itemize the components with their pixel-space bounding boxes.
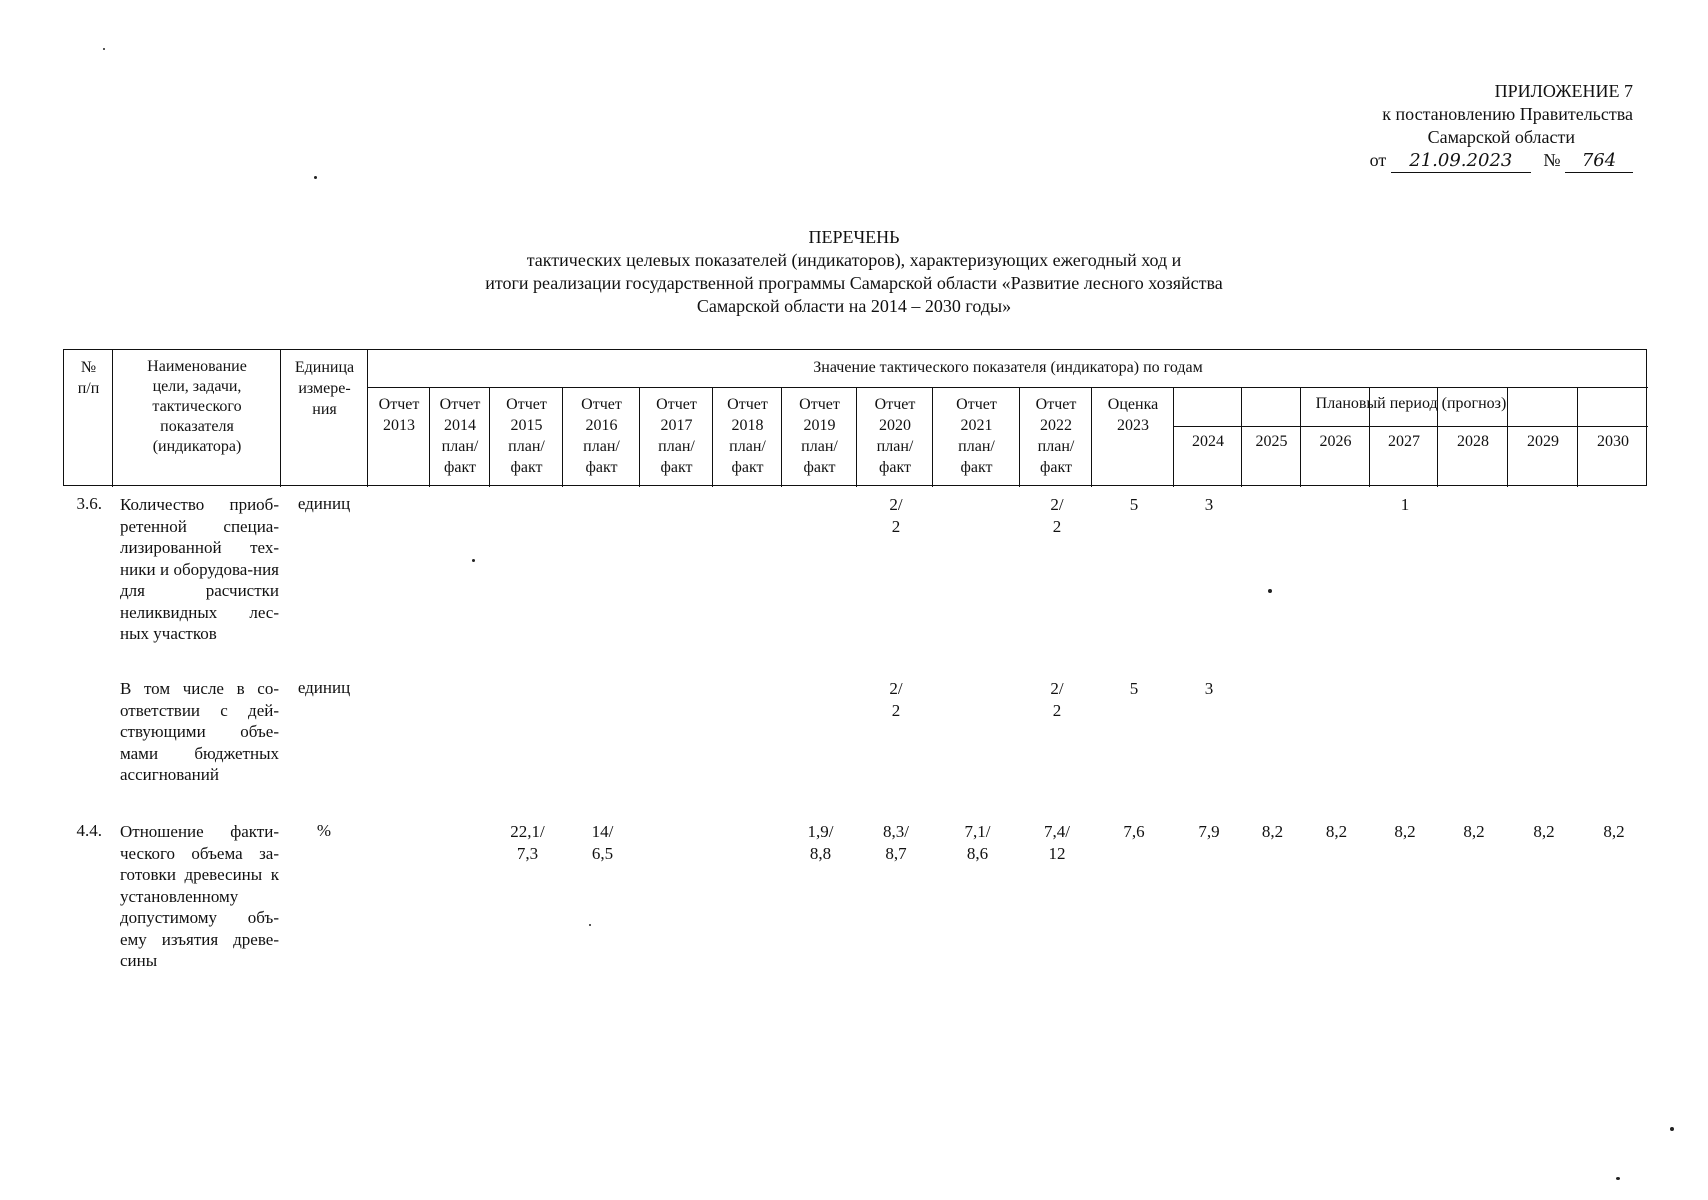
header-year: Оценка 2023 <box>1107 396 1159 434</box>
row-value: 2/ 2 <box>889 495 903 536</box>
row-value: 8,2 <box>1533 822 1555 841</box>
row-value: 8,2 <box>1325 822 1348 841</box>
row-value: 1 <box>1400 495 1410 514</box>
row-value: 8,2 <box>1261 822 1284 841</box>
header-plan-year: 2028 <box>1457 433 1489 450</box>
row-value: 7,6 <box>1123 822 1145 841</box>
header-plan-year: 2030 <box>1597 433 1629 450</box>
row-value: 2/ 2 <box>1050 679 1064 720</box>
row-unit: единиц <box>297 678 351 697</box>
header-plan-year: 2027 <box>1388 433 1420 450</box>
row-value: 8,3/ 8,7 <box>883 822 909 863</box>
row-value: 14/ 6,5 <box>591 822 614 863</box>
title-line-2: тактических целевых показателей (индикаторов), характеризующих ежегодный ход и <box>526 250 1182 270</box>
header-num: № п/п <box>77 359 100 397</box>
plan-period-divider <box>1174 426 1648 427</box>
header-plan-year: 2026 <box>1319 433 1352 450</box>
document-title <box>0 226 1708 318</box>
row-value: 8,2 <box>1603 822 1625 841</box>
row-value: 5 <box>1129 495 1139 514</box>
row-value: 7,9 <box>1198 822 1220 841</box>
row-name: Количество приоб-ретенной специа-лизированной тех-ники и оборудова-ния для расчистки неликвидных лес-ных участков <box>120 495 279 643</box>
row-value: 3 <box>1204 679 1214 698</box>
appendix-title: ПРИЛОЖЕНИЕ 7 <box>1494 81 1633 101</box>
header-plan-year: 2024 <box>1192 433 1224 450</box>
row-unit: единиц <box>297 494 351 513</box>
row-value: 2/ 2 <box>1050 495 1064 536</box>
row-value: 2/ 2 <box>889 679 903 720</box>
row-value: 8,2 <box>1394 822 1416 841</box>
number-label: № <box>1543 150 1561 170</box>
header-year: Отчет 2020 план/ факт <box>874 396 916 476</box>
row-name: Отношение факти-ческого объема за-готовки древесины к установленному допустимому объ-ему изъятия древе-сины <box>120 822 279 970</box>
header-year: Отчет 2022 план/ факт <box>1035 396 1077 476</box>
appendix-region: Самарской области <box>1427 127 1575 147</box>
row-number: 3.6. <box>76 494 102 513</box>
decree-date: 21.09.2023 <box>1391 149 1531 173</box>
header-year: Отчет 2013 <box>378 396 420 434</box>
decree-number: 764 <box>1565 149 1633 173</box>
appendix-date-number <box>1370 149 1633 173</box>
header-year: Отчет 2015 план/ факт <box>506 396 547 476</box>
title-line-4: Самарской области на 2014 – 2030 годы» <box>696 296 1012 316</box>
header-plan-period: Плановый период (прогноз) <box>1315 395 1507 412</box>
title-line-1: ПЕРЕЧЕНЬ <box>808 227 900 247</box>
header-year: Отчет 2018 план/ факт <box>727 396 768 476</box>
appendix-decree: к постановлению Правительства <box>1382 104 1633 124</box>
header-values: Значение тактического показателя (индикатора) по годам <box>813 359 1203 376</box>
row-value: 3 <box>1204 495 1214 514</box>
header-year: Отчет 2016 план/ факт <box>581 396 622 476</box>
from-label: от <box>1369 150 1387 170</box>
header-year: Отчет 2014 план/ факт <box>439 396 481 476</box>
title-line-3: итоги реализации государственной программы Самарской области «Развитие лесного хозяйства <box>485 273 1223 293</box>
row-value: 1,9/ 8,8 <box>807 822 834 863</box>
header-plan-year: 2025 <box>1255 433 1288 450</box>
header-unit: Единица измере- ния <box>294 359 355 418</box>
row-value: 5 <box>1129 679 1139 698</box>
header-year: Отчет 2021 план/ факт <box>956 396 997 476</box>
row-value: 7,4/ 12 <box>1044 822 1070 863</box>
row-value: 22,1/ 7,3 <box>510 822 545 863</box>
header-year: Отчет 2017 план/ факт <box>656 396 697 476</box>
header-year: Отчет 2019 план/ факт <box>799 396 840 476</box>
header-divider <box>368 387 1648 388</box>
row-number: 4.4. <box>76 821 102 840</box>
appendix-block <box>1370 80 1633 173</box>
row-value: 7,1/ 8,6 <box>964 822 991 863</box>
header-plan-year: 2029 <box>1527 433 1559 450</box>
row-name: В том числе в со-ответствии с дей-ствующими объе-мами бюджетных ассигнований <box>120 679 279 784</box>
row-unit: % <box>316 821 332 840</box>
header-name: Наименование цели, задачи, тактического показателя (индикатора) <box>147 358 247 455</box>
row-value: 8,2 <box>1463 822 1485 841</box>
table-header <box>63 349 1647 486</box>
